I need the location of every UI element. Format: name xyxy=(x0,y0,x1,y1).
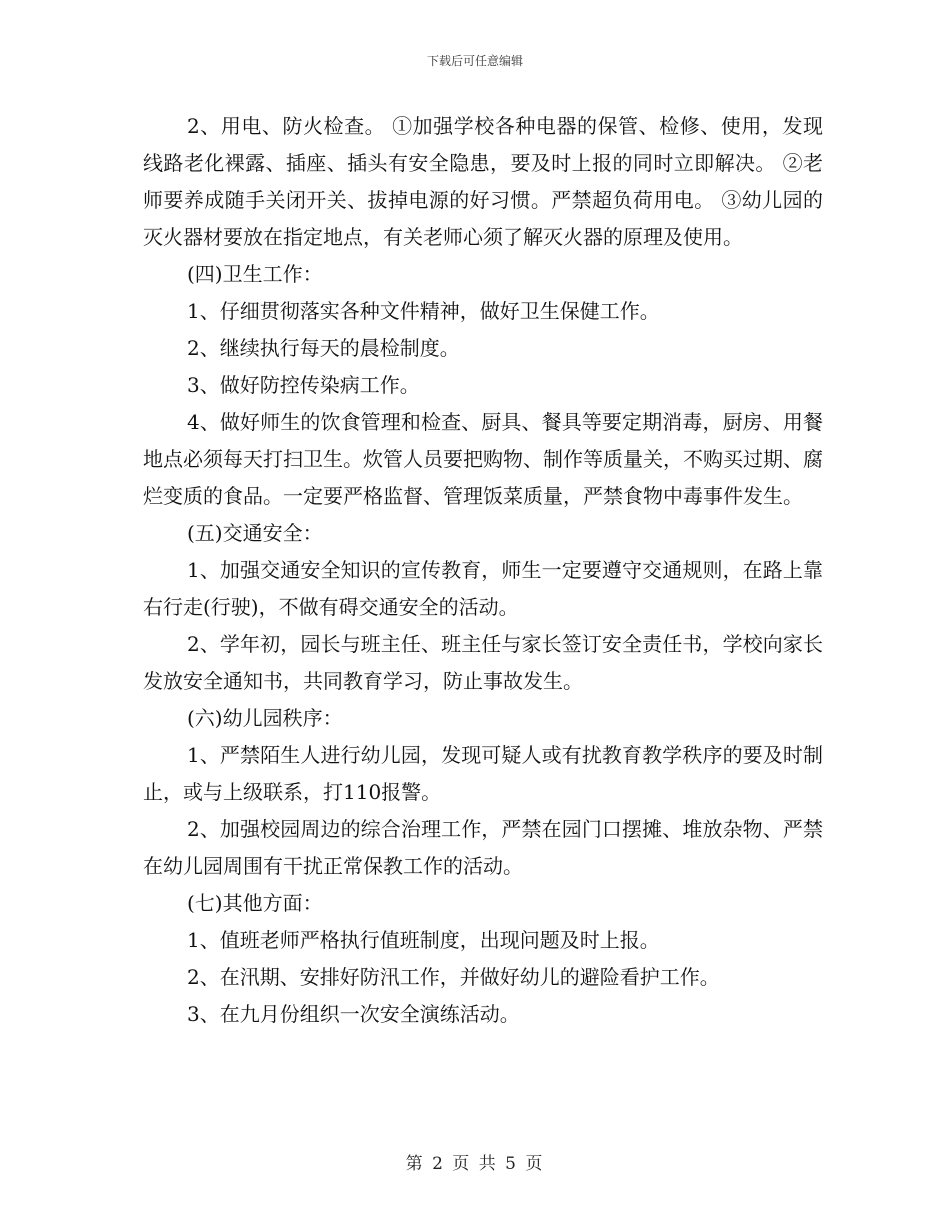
list-item: 1、值班老师严格执行值班制度，出现问题及时上报。 xyxy=(187,928,660,952)
section-heading-kindergarten-order: (六)幼儿园秩序： xyxy=(187,706,343,730)
list-item: 3、做好防控传染病工作。 xyxy=(187,373,420,397)
list-item: 2、继续执行每天的晨检制度。 xyxy=(187,336,460,360)
section-heading-hygiene: (四)卫生工作： xyxy=(187,262,323,286)
paragraph-electricity-fire-check: 2、用电、防火检查。 ①加强学校各种电器的保管、检修、使用，发现线路老化裸露、插座、插头有安全隐患，要及时上报的同时立即解决。 ②老师要养成随手关闭开关、拔掉电源的好习惯。严禁超负荷用电。 ③幼儿园的灭火器材要放在指定地点，有关老师心须了解灭火器的原理及使用。 xyxy=(143,114,823,249)
list-item: 2、学年初，园长与班主任、班主任与家长签订安全责任书，学校向家长发放安全通知书，共同教育学习，防止事故发生。 xyxy=(143,632,823,693)
section-heading-other-aspects: (七)其他方面： xyxy=(187,891,323,915)
page-footer: 第 2 页 共 5 页 xyxy=(405,1154,545,1174)
list-item: 1、严禁陌生人进行幼儿园，发现可疑人或有扰教育教学秩序的要及时制止，或与上级联系，打110报警。 xyxy=(143,743,823,804)
list-item: 3、在九月份组织一次安全演练活动。 xyxy=(187,1002,520,1026)
list-item: 2、加强校园周边的综合治理工作，严禁在园门口摆摊、堆放杂物、严禁在幼儿园周围有干扰正常保教工作的活动。 xyxy=(143,817,823,878)
list-item: 2、在汛期、安排好防汛工作，并做好幼儿的避险看护工作。 xyxy=(187,965,720,989)
list-item: 1、仔细贯彻落实各种文件精神，做好卫生保健工作。 xyxy=(187,299,660,323)
document-body xyxy=(143,108,823,1033)
page-header: 下载后可任意编辑 xyxy=(426,54,523,68)
section-heading-traffic-safety: (五)交通安全： xyxy=(187,521,323,545)
list-item: 1、加强交通安全知识的宣传教育，师生一定要遵守交通规则，在路上靠右行走(行驶)，不做有碍交通安全的活动。 xyxy=(143,558,823,619)
list-item: 4、做好师生的饮食管理和检查、厨具、餐具等要定期消毒，厨房、用餐地点必须每天打扫卫生。炊管人员要把购物、制作等质量关，不购买过期、腐烂变质的食品。一定要严格监督、管理饭菜质量，严禁食物中毒事件发生。 xyxy=(143,410,823,508)
